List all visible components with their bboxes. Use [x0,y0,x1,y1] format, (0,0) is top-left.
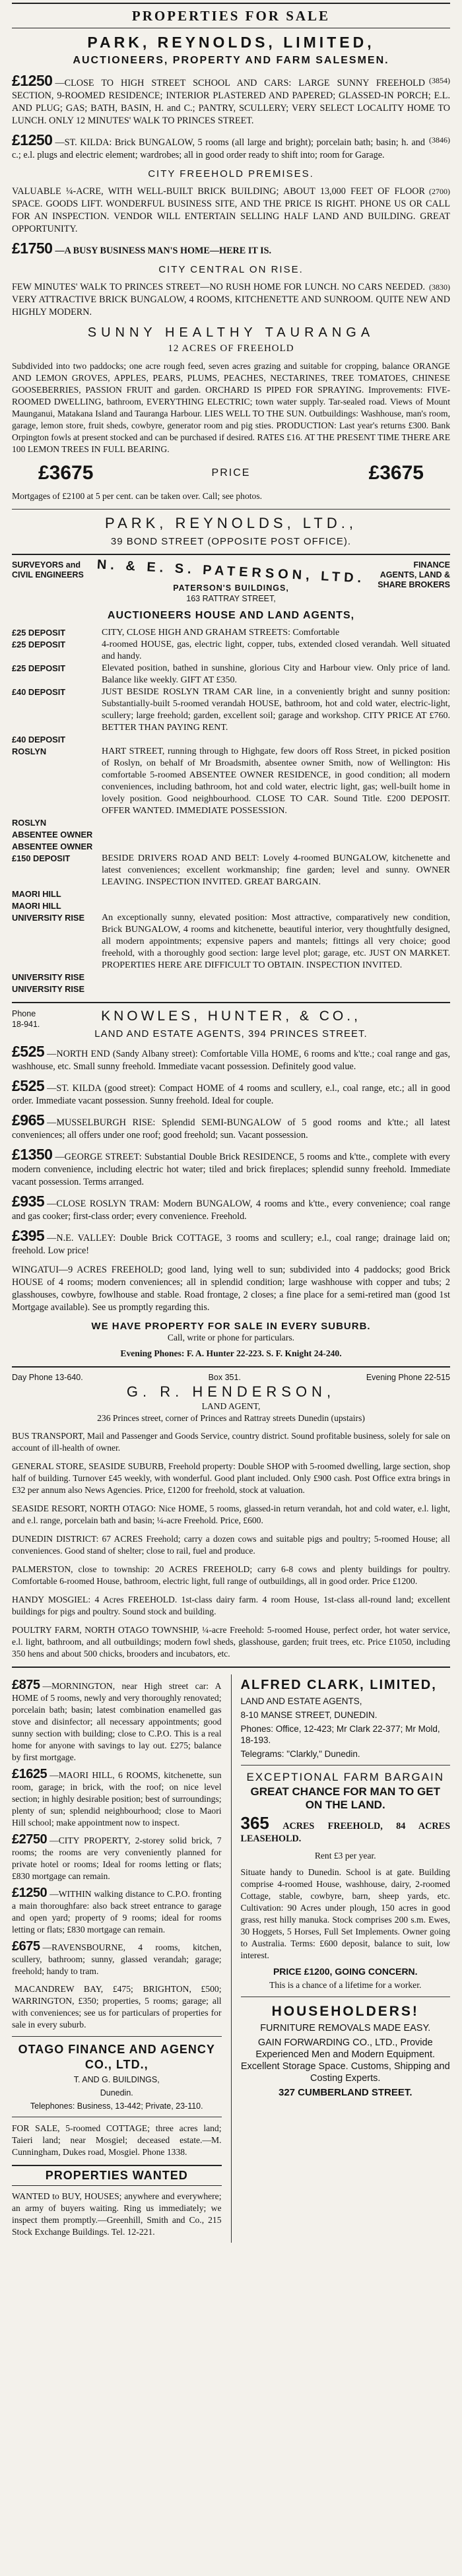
exceptional-sub: GREAT CHANCE FOR MAN TO GET ON THE LAND. [250,1785,440,1812]
premises-title: CITY FREEHOLD PREMISES. [148,168,314,180]
listing-text: BESIDE DRIVERS ROAD AND BELT: Lovely 4-roomed BUNGALOW, kitchenette and latest conveniences; excellent workmanship; fine garden; level and sunny. OWNER LEAVING. INSPECTION INVITED. GREAT BARGAIN. [102,853,450,888]
listing-label: MAORI HILL [12,901,61,911]
listing-ad: SEASIDE RESORT, NORTH OTAGO: Nice HOME, 5 rooms, glassed-in return verandah, hot and cold water, e.l. light, and e.l. range, porcelain bath and basin; ¼-acre Freehold. Price, £600. [12,1503,450,1526]
knowles-header: Phone 18-941. KNOWLES, HUNTER, & CO., LAND AND ESTATE AGENTS, 394 PRINCES STREET. [12,1008,368,1040]
tauranga-title: SUNNY HEALTHY TAURANGA [87,325,375,341]
otago-name: OTAGO FINANCE AND AGENCY CO., LTD., [18,2043,215,2071]
park-reynolds-name: PARK, REYNOLDS, LIMITED, [87,34,375,51]
listing-label: ABSENTEE OWNER [12,842,93,852]
listing-ad: £525 —ST. KILDA (good street): Compact HOME of 4 rooms and scullery, e.l., coal range, etc.; all in good order. Immediate vacant possession. Sunny freehold. Ideal for couple. [12,1077,450,1107]
listing-ad: £525 —NORTH END (Sandy Albany street): Comfortable Villa HOME, 6 rooms and k'tte.; coal range and gas, washhouse, etc. Small sunny freehold. Immediate vacant possession. Definitely good value. [12,1043,450,1073]
two-column-section [12,1674,450,2243]
otago-sub: Dunedin. [100,2088,133,2098]
listing-label: ROSLYN [12,746,47,757]
listing-text: CITY, CLOSE HIGH AND GRAHAM STREETS: Comfortable [102,628,340,638]
householders-addr: 327 CUMBERLAND STREET. [278,2087,412,2099]
listing-text: Elevated position, bathed in sunshine, glorious City and Harbour view. Only price of land. Balance like weekly. GIFT AT £350. [102,663,450,686]
otago-sub: T. AND G. BUILDINGS, [73,2075,160,2085]
listing-ad: POULTRY FARM, NORTH OTAGO TOWNSHIP, ¼-acre Freehold: 5-roomed House, perfect order, hot water service, e.l. light, bathroom, and all outbuildings; modern fowl sheds, glasshouse, garden; fruit trees, etc. Price £1050, including 350 hens and about 500 chicks, brooders and incubators, etc. [12,1625,450,1659]
listing-text [102,829,450,841]
listing-ad: (3854) £1250 —CLOSE TO HIGH STREET SCHOOL AND CARS: LARGE SUNNY FREEHOLD SECTION, 9-ROOMED RESIDENCE; INTERIOR PLASTERED AND PAPERED; GLASSED-IN PORCH; E.L. AND PLUG; GAS; BATH, BASIN, H. and C.; PANTRY, SCULLERY; VERY SELECT LOCALITY HOME TO LUNCH. ONLY 12 MINUTES' WALK TO PRINCES STREET. [12,72,450,127]
listing-ad: £875 —MORNINGTON, near High street car: A HOME of 5 rooms, newly and very thoroughly renovated; porcelain bath; basin; latest combination enamelled gas stove and disinfector; all necessary appointments; good sunny section with building; close to C.P.O. This is a real home for anyone with savings to lay out. £275; balance by first mortgage. [12,1678,222,1763]
exceptional-rent: Rent £3 per year. [314,1851,376,1861]
alfred-sub: Phones: Office, 12-423; Mr Clark 22-377; Mr Mold, 18-193. [240,1724,440,1746]
listing-ad: DUNEDIN DISTRICT: 67 ACRES Freehold; carry a dozen cows and suitable pigs and poultry; 5-roomed House; all conveniences. Good stand of shelter; close to rail, fuel and produce. [12,1534,450,1556]
wingatui-ad: WINGATUI—9 ACRES FREEHOLD; good land, lying well to sun; subdivided into 4 paddocks; good Brick HOUSE of 4 rooms; modern conveniences; all in splendid condition; large washhouse with copper and tubs; 2 glasshouses, cowbyre, fowlhouse and stable. Road frontage, 2 closes; a fine place for a semi-retired man (good 1st Mortgage available). See us promptly regarding this. [12,1265,450,1313]
listing-ad: £965 —MUSSELBURGH RISE: Splendid SEMI-BUNGALOW of 5 good rooms and k'tte.; all latest conveniences; all offers under one roof; good freehold; sun. Vacant possession. [12,1111,450,1141]
listing-label: MAORI HILL [12,889,61,900]
listing-label: UNIVERSITY RISE [12,913,84,923]
properties-wanted-text: WANTED to BUY, HOUSES; anywhere and everywhere; an army of buyers waiting. Ring us immediately; we inspect them promptly.—Greenhill, Smith and Co., 215 Stock Exchange Buildings. Tel. 12-221. [12,2191,222,2237]
park-reynolds-sub: AUCTIONEERS, PROPERTY AND FARM SALESMEN. [73,55,389,67]
properties-wanted-title: PROPERTIES WANTED [12,2165,222,2186]
call-line: Call, write or phone for particulars. [167,1333,295,1343]
listing-ad: £2750 —CITY PROPERTY, 2-storey solid brick, 7 rooms; the rooms are very conveniently planned for private hotel or rooms; Ideal for rooms letting or flats; £830 mortgage can remain. [12,1832,222,1882]
listing-ad: £1350 —GEORGE STREET: Substantial Double Brick RESIDENCE, 5 rooms and k'tte., complete with every modern convenience, including electric hot water; tiled and brick fireplaces; splendid sunny freehold. Immediate vacant possession. Terms arranged. [12,1146,450,1188]
listing-label: £40 DEPOSIT [12,735,66,745]
listing-label: ROSLYN [12,818,47,828]
tauranga-price: £3675 PRICE £3675 [38,462,424,484]
listing-ad: £935 —CLOSE ROSLYN TRAM: Modern BUNGALOW, 4 rooms and k'tte., every convenience; coal range and gas cooker; first-class order; every convenience. Freehold. [12,1193,450,1222]
park-reynolds-address: 39 BOND STREET (OPPOSITE POST OFFICE). [110,536,352,548]
listing-label: £150 DEPOSIT [12,853,71,864]
listing-text: JUST BESIDE ROSLYN TRAM CAR line, in a conveniently bright and sunny position: Substantially-built 5-roomed verandah HOUSE, bathroom, hot and cold water, electric-light, scullery; large freehold; garden, excellent soil; garage and workshop. CITY PRICE AT £760. BETTER THAN PAYING RENT. [102,687,450,733]
paterson-subhead: AUCTIONEERS HOUSE AND LAND AGENTS, [107,610,355,622]
we-have: WE HAVE PROPERTY FOR SALE IN EVERY SUBURB. [91,1321,371,1333]
exceptional-chance: This is a chance of a lifetime for a worker. [269,1980,422,1991]
park-reynolds-ltd: PARK, REYNOLDS, LTD., [105,515,357,532]
listing-label: £25 DEPOSIT [12,640,66,650]
listing-ad: £395 —N.E. VALLEY: Double Brick COTTAGE, 3 rooms and scullery; e.l., coal range; drainage laid on; freehold. Low price! [12,1227,450,1257]
listing-ad: £1625 —MAORI HILL, 6 ROOMS, kitchenette, sun room, garage; in brick, with the roof; on nice level section; in highly desirable position; best of surroundings; plenty of sun; splendid neighbourhood; close to Maori Hill school; make appointment now to inspect. [12,1767,222,1828]
listing-text [102,983,450,995]
householders-sub1: FURNITURE REMOVALS MADE EASY. [260,2023,431,2034]
henderson-name: G. R. HENDERSON, [126,1383,336,1401]
alfred-sub: Telegrams: "Clarkly," Dunedin. [240,1749,360,1760]
henderson-sub2: 236 Princes street, corner of Princes and Rattray streets Dunedin (upstairs) [97,1413,365,1424]
listing-label: UNIVERSITY RISE [12,972,84,983]
exceptional-acres: 365 ACRES FREEHOLD, 84 ACRES LEASEHOLD. [240,1813,451,1845]
listing-text [102,900,450,912]
evening-phones: Evening Phones: F. A. Hunter 22-223. S. F. Knight 24-240. [120,1348,342,1359]
listing-ad: GENERAL STORE, SEASIDE SUBURB, Freehold property: Double SHOP with 5-roomed dwelling, large section, shop half of building. Turnover £45 weekly, with wonderful. Good plant included. Only £900 cash. Post Office extra brings in £32 per annum also News Agencies. Price, £1200 for freehold, stock at valuation. [12,1461,450,1496]
householders-title: HOUSEHOLDERS! [271,2004,419,2020]
listing-label: UNIVERSITY RISE [12,984,84,995]
listing-label: £25 DEPOSIT [12,628,66,638]
alfred-clark-name: ALFRED CLARK, LIMITED, [240,1678,437,1693]
listing-ad: HANDY MOSGIEL: 4 Acres FREEHOLD. 1st-class dairy farm. 4 room House, 1st-class all-round land; excellent buildings for pigs and poultry. Sound stock and building. [12,1595,450,1617]
listing-text [102,817,450,829]
exceptional-title: EXCEPTIONAL FARM BARGAIN [246,1771,445,1784]
henderson-sub1: LAND AGENT, [201,1401,261,1412]
exceptional-text: Situate handy to Dunedin. School is at gate. Building comprise 4-roomed House, washhouse, dairy, 2-roomed Cottage, stable, cowbyre, barn, sheep yards, etc. Cultivation: 90 Acres under plough, 150 acres in good grass, rest hilly manuka. Stock comprises 200 s.m. Ewes, 30 Hoggets, 5 Horses, Full Set Implements. Owner going to Australia. Terms: £600 deposit, balance to suit, low interest. [240,1867,450,1961]
tauranga-mortgage: Mortgages of £2100 at 5 per cent. can be taken over. Call; see photos. [12,491,263,502]
listing-label: £40 DEPOSIT [12,687,66,698]
paterson-header: SURVEYORS and CIVIL ENGINEERS N. & E. S. PATERSON, LTD. PATERSON'S BUILDINGS, 163 RATTRAY STREET, FINANCE AGENTS, LAND & SHARE BROKERS [12,557,450,604]
paterson-listings [12,627,450,995]
listing-ad: (3830) FEW MINUTES' WALK TO PRINCES STREET—NO RUSH HOME FOR LUNCH. NO CARS NEEDED. VERY ATTRACTIVE BRICK BUNGALOW, 4 ROOMS, KITCHENETTE AND SUNROOM. QUITE NEW AND HIGHLY MODERN. [12,282,450,318]
listing-ad: £1250 —WITHIN walking distance to C.P.O. fronting a main thoroughfare: also back street entrance to garage and open yard; property of 9 rooms; ideal for rooms letting or flats; £830 mortgage can remain. [12,1886,222,1935]
rise-title: CITY CENTRAL ON RISE. [158,264,304,276]
column-rule [231,1674,232,2243]
listing-ad: PALMERSTON, close to township: 20 ACRES FREEHOLD; carry 6-8 cows and plenty buildings for poultry. Comfortable 6-roomed House, bathroom, electric light, full range of outbuildings, all in good order. Price £1200. [12,1564,450,1587]
listing-text: An exceptionally sunny, elevated position: Most attractive, comparatively new condition, Brick BUNGALOW, 4 rooms and kitchenette, beautiful interior, very thoughtfully designed, all modern appointments; expensive papers and mantels; fittings all very choice; good freehold, with a thoroughly good section: large level plot; garage, etc. JUST ON MARKET. PROPERTIES HERE ARE DIFFICULT TO OBTAIN. INSPECTION INVITED. [102,913,450,971]
listing-ad: (2700) VALUABLE ¼-ACRE, WITH WELL-BUILT BRICK BUILDING; ABOUT 13,000 FEET OF FLOOR SPACE. GOODS LIFT. WONDERFUL BUSINESS SITE, AND THE PRICE IS RIGHT. PHONE US OR CALL FOR AN INSPECTION. VENDOR WILL ENTERTAIN SELLING HALF LAND AND BUILDING. GREAT OPPORTUNITY. [12,186,450,235]
alfred-sub: 8-10 MANSE STREET, DUNEDIN. [240,1710,378,1721]
otago-sub: Telephones: Business, 13-442; Private, 23-110. [30,2101,203,2111]
listing-ad: £675 —RAVENSBOURNE, 4 rooms, kitchen, scullery, bathroom; sunny, glassed verandah; garage; freehold; handy to tram. [12,1939,222,1977]
listing-text [102,734,450,746]
listing-text [102,972,450,983]
listing-text: 4-roomed HOUSE, gas, electric light, copper, tubs, extended closed verandah. Well situated and handy. [102,640,450,662]
listing-text: HART STREET, running through to Highgate, few doors off Ross Street, in picked position of Roslyn, on behalf of Mr Broadsmith, absentee owner Smith, now of Wellington: His comfortable 5-roomed ABSENTEE OWNER RESIDENCE, in good condition; all modern conveniences, including bathroom, hot and cold water, electric light, gas; well-built home in lovely position. Good neighbourhood. CLOSE TO CAR. Sound Title. £200 DEPOSIT. OFFER WANTED. IMMEDIATE POSSESSION. [102,746,450,816]
listing-label: £25 DEPOSIT [12,663,66,674]
listing-ad: £1750 —A BUSY BUSINESS MAN'S HOME—HERE IT IS. [12,240,272,257]
listing-ad: MACANDREW BAY, £475; BRIGHTON, £500; WARRINGTON, £350; properties, 5 rooms; garage; all with conveniences; see us for particulars of properties for sale in every suburb. [12,1984,222,2030]
exceptional-price: PRICE £1200, GOING CONCERN. [273,1966,418,1977]
listing-ad: (3846) £1250 —ST. KILDA: Brick BUNGALOW, 5 rooms (all large and bright); porcelain bath; basin; h. and c.; e.l. plugs and electric element; wardrobes; all in good order ready to shift into; room for Garage. [12,131,450,161]
alfred-sub: LAND AND ESTATE AGENTS, [240,1696,362,1707]
listing-text [102,841,450,853]
listing-text [102,888,450,900]
right-column [241,1674,451,2243]
tauranga-text: Subdivided into two paddocks; one acre rough feed, seven acres grazing and suitable for cropping, balance ORANGE AND LEMON GROVES, APPLES, PEARS, PLUMS, PEACHES, NECTARINES, TREE TOMATOES, CHINESE GOOSEBERRIES, PASSION FRUIT and garden. ORCHARD IS PIPED FOR SPRAYING. Improvements: FIVE-ROOMED DWELLING, bathroom, EVERYTHING ELECTRIC; town water supply. Tar-sealed road. Views of Mount Maunganui, Matakana Island and Tauranga Harbour. LIES WELL TO THE SUN. Outbuildings: Washhouse, man's room, garage, lemon store, fruit sheds, cowbyre, generator room and pig sties. PRODUCTION: Last year's returns £300. Bank Orpington fowls at present stocked and can be purchased if desired. RATES £16. AT THE PRESENT TIME THERE ARE 100 LEMON TREES IN FULL BEARING. [12,361,450,455]
householders-sub2: GAIN FORWARDING CO., LTD., Provide Experienced Men and Modern Equipment. Excellent Storage Space. Customs, Shipping and Costing Experts. [240,2037,450,2084]
tauranga-sub: 12 ACRES OF FREEHOLD [168,343,294,354]
listing-label: ABSENTEE OWNER [12,830,93,840]
section-header: PROPERTIES FOR SALE [12,3,450,28]
henderson-phones: Day Phone 13-640. Box 351. Evening Phone 22-515 [12,1373,450,1383]
left-column [12,1674,222,2243]
listing-ad: BUS TRANSPORT, Mail and Passenger and Goods Service, country district. Sound profitable business, solely for sale on account of ill-health of owner. [12,1431,450,1453]
for-sale-ad: FOR SALE, 5-roomed COTTAGE; three acres land; Taieri land; near Mosgiel; deceased estate.—M. Cunningham, Dukes road, Mosgiel. Phone 1338. [12,2123,222,2158]
